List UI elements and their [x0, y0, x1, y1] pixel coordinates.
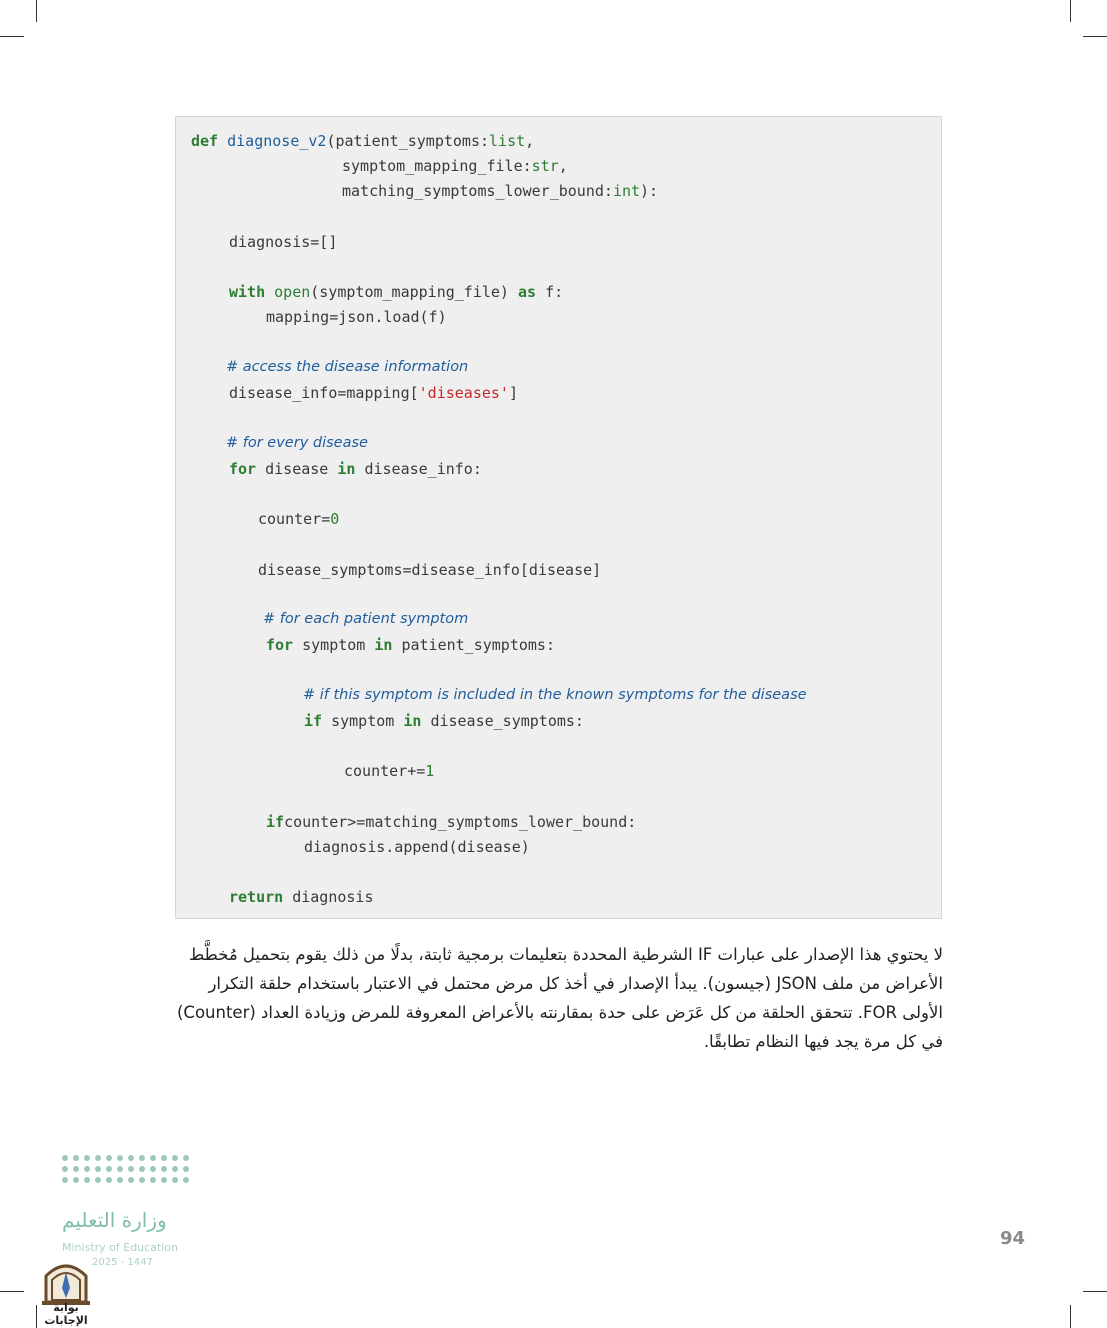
code-text: symptom_mapping_file:	[342, 157, 532, 175]
keyword: return	[229, 888, 284, 906]
code-line	[229, 888, 374, 906]
code-text: disease_info:	[364, 460, 482, 478]
code-comment: # if this symptom is included in the known symptoms for the disease	[303, 687, 807, 703]
page-number: 94	[1000, 1228, 1026, 1249]
crop-mark	[1083, 36, 1107, 37]
keyword: with	[229, 283, 266, 301]
code-line	[229, 460, 482, 478]
logo-dots-icon	[62, 1155, 198, 1183]
code-line	[258, 510, 339, 528]
keyword: for	[266, 636, 294, 654]
code-text: disease	[265, 460, 329, 478]
ministry-logo	[62, 1155, 202, 1183]
crop-mark	[36, 0, 37, 22]
answers-portal-label: بوابة الإجابات	[44, 1301, 88, 1327]
string-literal: 'diseases'	[418, 384, 509, 402]
crop-mark	[0, 36, 24, 37]
code-text: ,	[558, 157, 568, 175]
type-name: str	[531, 157, 559, 175]
keyword: in	[337, 460, 356, 478]
code-text: symptom	[331, 712, 395, 730]
code-comment: # for every disease	[226, 435, 368, 451]
ministry-name-english: Ministry of Education	[62, 1241, 179, 1254]
code-text: ]	[508, 384, 518, 402]
code-text: symptom	[302, 636, 366, 654]
code-text: disease_symptoms=disease_info[disease]	[258, 561, 602, 579]
function-name: open	[274, 283, 311, 301]
code-text: f:	[545, 283, 564, 301]
code-text: matching_symptoms_lower_bound:	[342, 182, 613, 200]
code-line	[229, 384, 518, 402]
code-text: diagnosis	[292, 888, 374, 906]
code-text: disease_symptoms:	[430, 712, 584, 730]
code-line	[266, 813, 636, 831]
crop-mark	[1083, 1291, 1107, 1292]
type-name: int	[612, 182, 641, 200]
crop-mark	[1070, 1305, 1071, 1328]
ministry-name-arabic: وزارة التعليم	[62, 1208, 167, 1232]
code-text: (symptom_mapping_file)	[310, 283, 509, 301]
keyword: def	[191, 132, 219, 150]
code-line	[342, 157, 568, 175]
code-comment: # access the disease information	[226, 359, 469, 375]
code-text: ):	[640, 182, 659, 200]
code-line	[342, 182, 658, 200]
code-text: diagnosis.append(disease)	[304, 838, 530, 856]
number-literal: 0	[330, 510, 340, 528]
keyword: if	[304, 712, 323, 730]
code-text: disease_info=mapping[	[229, 384, 419, 402]
edition-year: 2025 - 1447	[92, 1257, 153, 1268]
code-text: counter=	[258, 510, 331, 528]
code-text: ,	[525, 132, 535, 150]
code-text: (patient_symptoms:	[326, 132, 490, 150]
number-literal: 1	[425, 762, 435, 780]
explanation-paragraph: لا يحتوي هذا الإصدار على عبارات IF الشرطية المحددة بتعليمات برمجية ثابتة، بدلًا من ذلك يقوم بتحميل مُخطَّط الأعراض من ملف JSON (جيسون). يبدأ الإصدار في أخذ كل مرض محتمل في الاعتبار باستخدام حلقة التكرار الأولى FOR. تتحقق الحلقة من كل عَرَض على حدة بمقارنته بالأعراض المعروفة للمرض وزيادة العداد (Counter) في كل مرة يجد فيها النظام تطابقًا.	[176, 945, 943, 1051]
code-line	[266, 636, 555, 654]
code-text: mapping=json.load(f)	[266, 308, 447, 326]
keyword: in	[403, 712, 422, 730]
code-line	[229, 283, 563, 301]
code-text: patient_symptoms:	[401, 636, 555, 654]
keyword: for	[229, 460, 257, 478]
keyword: in	[374, 636, 393, 654]
crop-mark	[0, 1291, 24, 1292]
code-line	[191, 132, 534, 150]
code-comment: # for each patient symptom	[263, 611, 469, 627]
code-line	[344, 762, 434, 780]
type-name: list	[489, 132, 526, 150]
keyword: as	[518, 283, 537, 301]
crop-mark	[1070, 0, 1071, 22]
code-line	[304, 712, 584, 730]
code-text: counter>=matching_symptoms_lower_bound:	[284, 813, 637, 831]
code-line	[229, 233, 337, 251]
keyword: if	[266, 813, 285, 831]
code-text: counter+=	[344, 762, 426, 780]
code-line	[258, 561, 601, 579]
code-line	[266, 308, 447, 326]
code-listing	[175, 116, 942, 919]
function-name: diagnose_v2	[227, 132, 327, 150]
code-line	[304, 838, 530, 856]
code-text: diagnosis=[]	[229, 233, 338, 251]
